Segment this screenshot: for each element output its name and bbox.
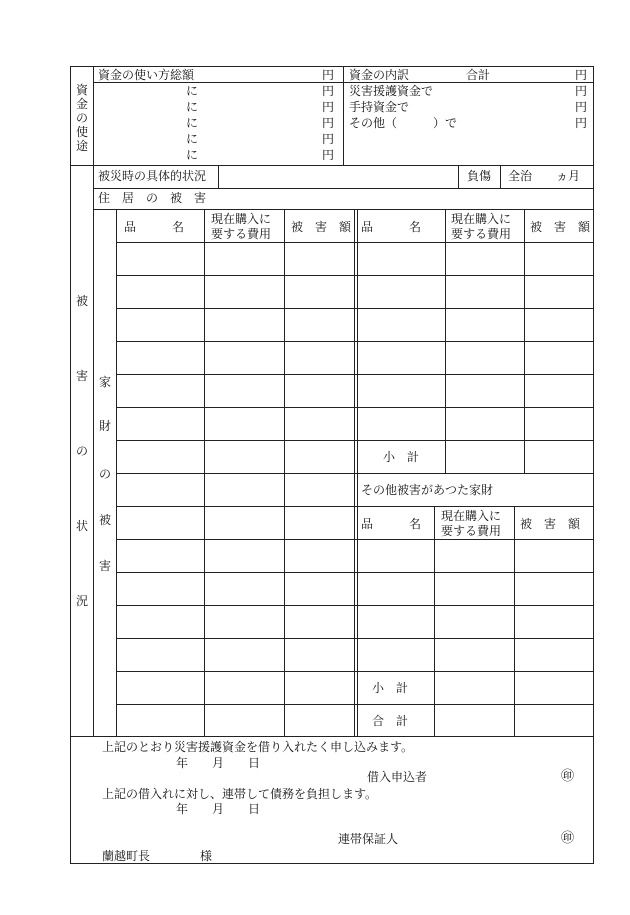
cure-period-label: 全治 ヵ月 [508, 169, 581, 183]
col-damage-header: 被 害 額 [291, 220, 352, 234]
subtotal-label: 小 計 [383, 450, 420, 464]
side-char: 使 [75, 125, 88, 139]
side-char: 金 [75, 97, 88, 111]
side-char: 家 [98, 375, 111, 389]
ni-particle: に [186, 132, 199, 146]
yen-unit: 円 [322, 68, 335, 82]
yen-unit: 円 [322, 84, 335, 98]
side-char: 害 [98, 559, 111, 573]
ni-particle: に [186, 100, 199, 114]
ni-particle: に [186, 84, 199, 98]
seal-mark: ㊞ [561, 769, 575, 784]
seal-mark: ㊞ [561, 831, 575, 846]
side-char: 状 [75, 519, 88, 533]
yen-unit: 円 [322, 132, 335, 146]
disaster-fund-label: 災害援護資金で [349, 84, 434, 98]
yen-unit: 円 [575, 100, 588, 114]
yen-unit: 円 [575, 84, 588, 98]
col-item-header: 品 名 [361, 517, 422, 531]
side-char: の [98, 467, 111, 481]
ni-particle: に [186, 148, 199, 162]
col-item-header: 品 名 [361, 220, 422, 234]
yen-unit: 円 [322, 116, 335, 130]
injury-label: 負傷 [467, 169, 492, 183]
side-char: 財 [98, 419, 111, 433]
usage-total-label: 資金の使い方総額 [98, 68, 195, 82]
mayor-label: 蘭越町長 [102, 849, 151, 863]
other-goods-label: その他被害があつた家財 [361, 483, 494, 497]
total-label: 合 計 [372, 714, 409, 728]
application-date: 年 月 日 [176, 756, 261, 770]
breakdown-label: 資金の内訳 [349, 68, 410, 82]
guarantee-statement: 上記の借入れに対し、連帯して債務を負担します。 [102, 787, 378, 801]
guarantor-label: 連帯保証人 [338, 832, 399, 846]
side-char: の [75, 444, 88, 458]
side-char: 害 [75, 369, 88, 383]
application-statement: 上記のとおり災害援護資金を借り入れたく申し込みます。 [102, 740, 414, 754]
col-cost-header-line2: 要する費用 [451, 227, 512, 241]
house-damage-label: 住 居 の 被 害 [98, 191, 207, 205]
yen-unit: 円 [575, 68, 588, 82]
col-cost-header-line1: 現在購入に [211, 212, 272, 226]
col-damage-header: 被 害 額 [530, 220, 591, 234]
side-char: 途 [75, 139, 88, 153]
yen-unit: 円 [322, 100, 335, 114]
col-cost-header-line2: 要する費用 [211, 227, 272, 241]
side-char: 資 [75, 83, 88, 97]
side-char: 況 [75, 594, 88, 608]
fund-usage-side-label [75, 84, 89, 154]
specific-situation-label: 被災時の具体的状況 [98, 169, 207, 183]
col-item-header: 品 名 [124, 220, 185, 234]
other-fund-label: その他（ ）で [349, 116, 458, 130]
total-label: 合計 [466, 68, 491, 82]
col-cost-header-line2: 要する費用 [441, 524, 502, 538]
yen-unit: 円 [575, 116, 588, 130]
guarantee-date: 年 月 日 [176, 802, 261, 816]
yen-unit: 円 [322, 148, 335, 162]
col-damage-header: 被 害 額 [520, 517, 581, 531]
side-char: 被 [75, 294, 88, 308]
ni-particle: に [186, 116, 199, 130]
subtotal-label: 小 計 [372, 681, 409, 695]
side-char: の [75, 111, 88, 125]
side-char: 被 [98, 513, 111, 527]
col-cost-header-line1: 現在購入に [441, 509, 502, 523]
honorific-label: 様 [200, 849, 213, 863]
col-cost-header-line1: 現在購入に [451, 212, 512, 226]
applicant-label: 借入申込者 [367, 770, 428, 784]
own-fund-label: 手持資金で [349, 100, 410, 114]
